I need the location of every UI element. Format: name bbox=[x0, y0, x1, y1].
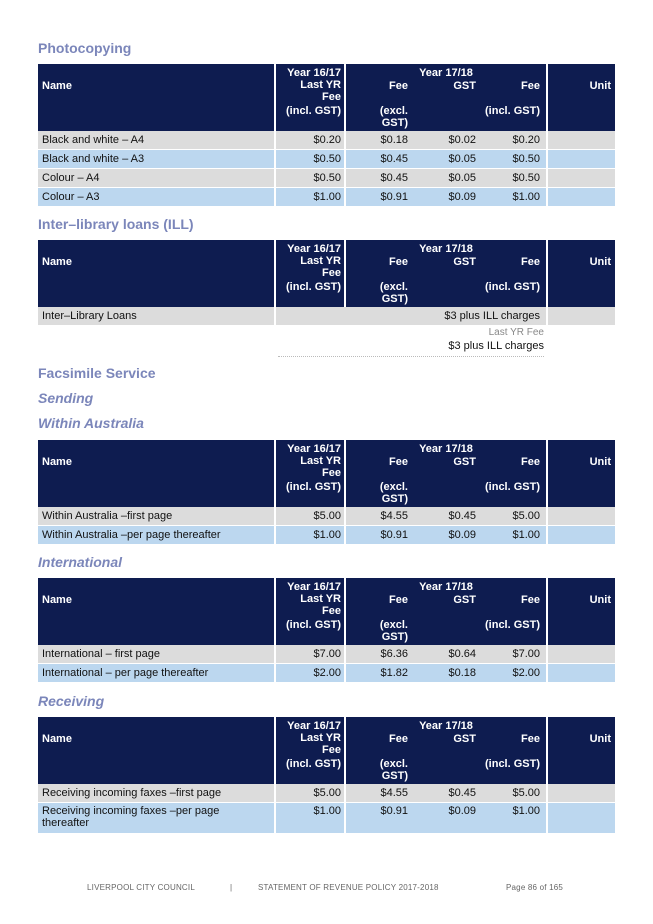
header-unit-cell bbox=[548, 240, 615, 307]
unit-cell bbox=[548, 784, 615, 802]
fee-excl-gst: $4.55 bbox=[380, 787, 408, 799]
header-name-cell bbox=[38, 440, 274, 507]
table-row bbox=[38, 526, 615, 545]
header-year-17-18: Year 17/18 bbox=[419, 581, 473, 593]
header-incl: (incl. GST) bbox=[485, 105, 540, 117]
header-unit: Unit bbox=[589, 594, 611, 606]
header-last-year-line: Last YR bbox=[300, 455, 341, 467]
header-unit-cell bbox=[548, 717, 615, 784]
last-year-fee-cell bbox=[276, 526, 344, 544]
header-last-year-line: Fee bbox=[322, 91, 341, 103]
last-year-fee: $5.00 bbox=[313, 787, 341, 799]
table-header bbox=[38, 64, 615, 131]
header-name: Name bbox=[42, 733, 72, 745]
last-year-fee-cell bbox=[276, 803, 344, 833]
last-year-fee: $2.00 bbox=[313, 667, 341, 679]
header-excl-line: (excl. bbox=[379, 619, 408, 631]
header-excl-line: (excl. bbox=[379, 481, 408, 493]
gst-amount: $0.05 bbox=[448, 172, 476, 184]
header-excl-line: (excl. bbox=[379, 281, 408, 293]
last-year-fee: $7.00 bbox=[313, 648, 341, 660]
subsection-title-receiving: Receiving bbox=[38, 693, 105, 709]
unit-cell bbox=[548, 150, 615, 168]
header-excl-line: (excl. bbox=[379, 105, 408, 117]
unit-cell bbox=[548, 307, 615, 325]
gst-amount: $0.09 bbox=[448, 529, 476, 541]
ill-last-year-note bbox=[278, 325, 544, 357]
header-year-17-18-cell bbox=[346, 440, 546, 507]
gst-amount: $0.45 bbox=[448, 787, 476, 799]
fee-name: Colour – A4 bbox=[42, 172, 100, 184]
fee-name-cell bbox=[38, 664, 274, 682]
last-year-fee-cell bbox=[276, 169, 344, 187]
unit-cell bbox=[548, 131, 615, 149]
header-gst: GST bbox=[453, 594, 476, 606]
header-last-year-line: Last YR bbox=[300, 732, 341, 744]
fee-name: International – first page bbox=[42, 648, 161, 660]
table-row bbox=[38, 188, 615, 207]
header-fee-incl: Fee bbox=[521, 256, 540, 268]
year-17-18-cell bbox=[346, 645, 546, 663]
header-fee-excl: Fee bbox=[389, 733, 408, 745]
fee-incl-gst: $7.00 bbox=[512, 648, 540, 660]
table-header bbox=[38, 440, 615, 507]
header-year-17-18-cell bbox=[346, 64, 546, 131]
year-17-18-cell bbox=[346, 664, 546, 682]
fee-incl-gst: $1.00 bbox=[512, 529, 540, 541]
header-year-17-18-cell bbox=[346, 240, 546, 307]
last-year-fee: $0.50 bbox=[313, 172, 341, 184]
header-last-year-line: Last YR bbox=[300, 79, 341, 91]
header-last-year-line: Fee bbox=[322, 267, 341, 279]
header-last-year-line: Last YR bbox=[300, 593, 341, 605]
header-name: Name bbox=[42, 594, 72, 606]
section-title-facsimile: Facsimile Service bbox=[38, 365, 156, 381]
header-year-17-18-cell bbox=[346, 578, 546, 645]
header-last-year-line: (incl. GST) bbox=[286, 481, 341, 493]
last-year-fee-cell bbox=[276, 784, 344, 802]
header-unit-cell bbox=[548, 64, 615, 131]
last-year-fee: $1.00 bbox=[313, 805, 341, 817]
subsection-title-within-australia: Within Australia bbox=[38, 415, 144, 431]
year-17-18-cell bbox=[346, 131, 546, 149]
header-fee-excl: Fee bbox=[389, 256, 408, 268]
footer-separator: | bbox=[230, 883, 233, 892]
fee-incl-gst: $1.00 bbox=[512, 805, 540, 817]
header-name: Name bbox=[42, 80, 72, 92]
header-unit: Unit bbox=[589, 80, 611, 92]
fee-name-cell bbox=[38, 784, 274, 802]
subsection-title-sending: Sending bbox=[38, 390, 94, 406]
header-last-year-line: Year 16/17 bbox=[287, 67, 341, 79]
fee-name: Colour – A3 bbox=[42, 191, 100, 203]
header-fee-incl: Fee bbox=[521, 733, 540, 745]
table-row bbox=[38, 150, 615, 169]
header-excl-line: GST) bbox=[381, 293, 408, 305]
gst-amount: $0.05 bbox=[448, 153, 476, 165]
header-last-year-line: Fee bbox=[322, 744, 341, 756]
header-gst: GST bbox=[453, 733, 476, 745]
header-name-cell bbox=[38, 578, 274, 645]
header-last-year-cell bbox=[276, 64, 344, 131]
year-17-18-cell bbox=[346, 784, 546, 802]
fee-name-cell bbox=[38, 131, 274, 149]
receiving-table bbox=[38, 717, 615, 834]
table-header bbox=[38, 717, 615, 784]
gst-amount: $0.09 bbox=[448, 191, 476, 203]
header-last-year-cell bbox=[276, 440, 344, 507]
header-last-year-line: (incl. GST) bbox=[286, 758, 341, 770]
footer-statement: STATEMENT OF REVENUE POLICY 2017-2018 bbox=[258, 883, 439, 892]
table-row bbox=[38, 664, 615, 683]
header-gst: GST bbox=[453, 256, 476, 268]
fee-name: Black and white – A4 bbox=[42, 134, 145, 146]
fee-name-cell bbox=[38, 150, 274, 168]
fee-excl-gst: $1.82 bbox=[380, 667, 408, 679]
unit-cell bbox=[548, 803, 615, 833]
fee-name-cell bbox=[38, 526, 274, 544]
last-year-fee: $1.00 bbox=[313, 529, 341, 541]
fee-excl-gst: $0.91 bbox=[380, 191, 408, 203]
header-last-year-cell bbox=[276, 240, 344, 307]
gst-amount: $0.64 bbox=[448, 648, 476, 660]
header-year-17-18-cell bbox=[346, 717, 546, 784]
fee-incl-gst: $5.00 bbox=[512, 510, 540, 522]
header-name-cell bbox=[38, 717, 274, 784]
fee-name: Within Australia –first page bbox=[42, 510, 173, 522]
header-name-cell bbox=[38, 64, 274, 131]
header-excl-line: GST) bbox=[381, 770, 408, 782]
last-year-fee-cell bbox=[276, 645, 344, 663]
fee-name-cell bbox=[38, 645, 274, 663]
fee-incl-gst: $2.00 bbox=[512, 667, 540, 679]
table-row bbox=[38, 131, 615, 150]
header-fee-excl: Fee bbox=[389, 456, 408, 468]
last-year-fee: $0.50 bbox=[313, 153, 341, 165]
ill-table bbox=[38, 240, 615, 326]
header-fee-excl: Fee bbox=[389, 594, 408, 606]
last-year-fee: $1.00 bbox=[313, 191, 341, 203]
year-17-18-cell bbox=[346, 507, 546, 525]
fee-charge: $3 plus ILL charges bbox=[444, 310, 540, 322]
fee-incl-gst: $0.20 bbox=[512, 134, 540, 146]
header-last-year-line: Year 16/17 bbox=[287, 443, 341, 455]
header-year-17-18: Year 17/18 bbox=[419, 243, 473, 255]
header-fee-excl: Fee bbox=[389, 80, 408, 92]
year-17-18-cell bbox=[346, 526, 546, 544]
header-fee-incl: Fee bbox=[521, 594, 540, 606]
fee-name: International – per page thereafter bbox=[42, 667, 209, 679]
header-year-17-18: Year 17/18 bbox=[419, 443, 473, 455]
fee-charge-cell bbox=[276, 307, 546, 325]
fee-name: Within Australia –per page thereafter bbox=[42, 529, 221, 541]
header-last-year-cell bbox=[276, 717, 344, 784]
fee-excl-gst: $4.55 bbox=[380, 510, 408, 522]
header-gst: GST bbox=[453, 456, 476, 468]
table-row bbox=[38, 803, 615, 834]
header-incl: (incl. GST) bbox=[485, 281, 540, 293]
header-unit-cell bbox=[548, 578, 615, 645]
table-row bbox=[38, 507, 615, 526]
year-17-18-cell bbox=[346, 150, 546, 168]
header-incl: (incl. GST) bbox=[485, 758, 540, 770]
gst-amount: $0.18 bbox=[448, 667, 476, 679]
fee-incl-gst: $0.50 bbox=[512, 172, 540, 184]
header-last-year-line: Fee bbox=[322, 605, 341, 617]
gst-amount: $0.09 bbox=[448, 805, 476, 817]
unit-cell bbox=[548, 188, 615, 206]
table-header bbox=[38, 578, 615, 645]
header-excl-line: GST) bbox=[381, 631, 408, 643]
header-unit: Unit bbox=[589, 256, 611, 268]
unit-cell bbox=[548, 526, 615, 544]
footer-page-number: Page 86 of 165 bbox=[506, 883, 564, 892]
fee-name-cell bbox=[38, 188, 274, 206]
header-last-year-line: (incl. GST) bbox=[286, 281, 341, 293]
fee-incl-gst: $0.50 bbox=[512, 153, 540, 165]
last-year-fee-label: Last YR Fee bbox=[488, 327, 544, 338]
section-title-photocopying: Photocopying bbox=[38, 40, 132, 56]
fee-name: Receiving incoming faxes –first page bbox=[42, 787, 222, 799]
subsection-title-international: International bbox=[38, 554, 123, 570]
within-australia-table bbox=[38, 440, 615, 545]
header-year-17-18: Year 17/18 bbox=[419, 67, 473, 79]
fee-incl-gst: $5.00 bbox=[512, 787, 540, 799]
last-year-fee-value: $3 plus ILL charges bbox=[448, 340, 544, 352]
header-name: Name bbox=[42, 456, 72, 468]
table-header bbox=[38, 240, 615, 307]
fee-excl-gst: $0.18 bbox=[380, 134, 408, 146]
last-year-fee-cell bbox=[276, 188, 344, 206]
fee-name-cell bbox=[38, 307, 274, 325]
header-last-year-line: Year 16/17 bbox=[287, 243, 341, 255]
photocopying-table bbox=[38, 64, 615, 207]
header-gst: GST bbox=[453, 80, 476, 92]
fee-excl-gst: $0.45 bbox=[380, 153, 408, 165]
footer-council: LIVERPOOL CITY COUNCIL bbox=[87, 883, 195, 892]
header-last-year-cell bbox=[276, 578, 344, 645]
header-excl-line: (excl. bbox=[379, 758, 408, 770]
unit-cell bbox=[548, 507, 615, 525]
year-17-18-cell bbox=[346, 169, 546, 187]
header-last-year-line: Year 16/17 bbox=[287, 581, 341, 593]
gst-amount: $0.02 bbox=[448, 134, 476, 146]
header-last-year-line: (incl. GST) bbox=[286, 105, 341, 117]
header-name-cell bbox=[38, 240, 274, 307]
header-unit: Unit bbox=[589, 456, 611, 468]
fee-name-cell bbox=[38, 803, 274, 833]
header-incl: (incl. GST) bbox=[485, 481, 540, 493]
last-year-fee-cell bbox=[276, 664, 344, 682]
header-last-year-line: Last YR bbox=[300, 255, 341, 267]
fee-excl-gst: $0.45 bbox=[380, 172, 408, 184]
year-17-18-cell bbox=[346, 188, 546, 206]
header-excl-line: GST) bbox=[381, 117, 408, 129]
fee-name: Inter–Library Loans bbox=[42, 310, 137, 322]
last-year-fee: $0.20 bbox=[313, 134, 341, 146]
gst-amount: $0.45 bbox=[448, 510, 476, 522]
section-title-ill: Inter–library loans (ILL) bbox=[38, 216, 194, 232]
fee-name-cell bbox=[38, 507, 274, 525]
header-unit-cell bbox=[548, 440, 615, 507]
fee-incl-gst: $1.00 bbox=[512, 191, 540, 203]
header-excl-line: GST) bbox=[381, 493, 408, 505]
table-row bbox=[38, 645, 615, 664]
header-last-year-line: Fee bbox=[322, 467, 341, 479]
unit-cell bbox=[548, 169, 615, 187]
table-row bbox=[38, 169, 615, 188]
fee-excl-gst: $0.91 bbox=[380, 529, 408, 541]
fee-excl-gst: $6.36 bbox=[380, 648, 408, 660]
fee-name-cell bbox=[38, 169, 274, 187]
international-table bbox=[38, 578, 615, 683]
fee-name: Black and white – A3 bbox=[42, 153, 145, 165]
fee-excl-gst: $0.91 bbox=[380, 805, 408, 817]
last-year-fee-cell bbox=[276, 150, 344, 168]
header-fee-incl: Fee bbox=[521, 456, 540, 468]
year-17-18-cell bbox=[346, 803, 546, 833]
header-last-year-line: Year 16/17 bbox=[287, 720, 341, 732]
header-fee-incl: Fee bbox=[521, 80, 540, 92]
header-unit: Unit bbox=[589, 733, 611, 745]
fee-name: Receiving incoming faxes –per page thereafter bbox=[42, 805, 220, 829]
unit-cell bbox=[548, 664, 615, 682]
header-last-year-line: (incl. GST) bbox=[286, 619, 341, 631]
header-year-17-18: Year 17/18 bbox=[419, 720, 473, 732]
table-row bbox=[38, 307, 615, 326]
header-incl: (incl. GST) bbox=[485, 619, 540, 631]
unit-cell bbox=[548, 645, 615, 663]
last-year-fee-cell bbox=[276, 507, 344, 525]
last-year-fee: $5.00 bbox=[313, 510, 341, 522]
header-name: Name bbox=[42, 256, 72, 268]
table-row bbox=[38, 784, 615, 803]
last-year-fee-cell bbox=[276, 131, 344, 149]
